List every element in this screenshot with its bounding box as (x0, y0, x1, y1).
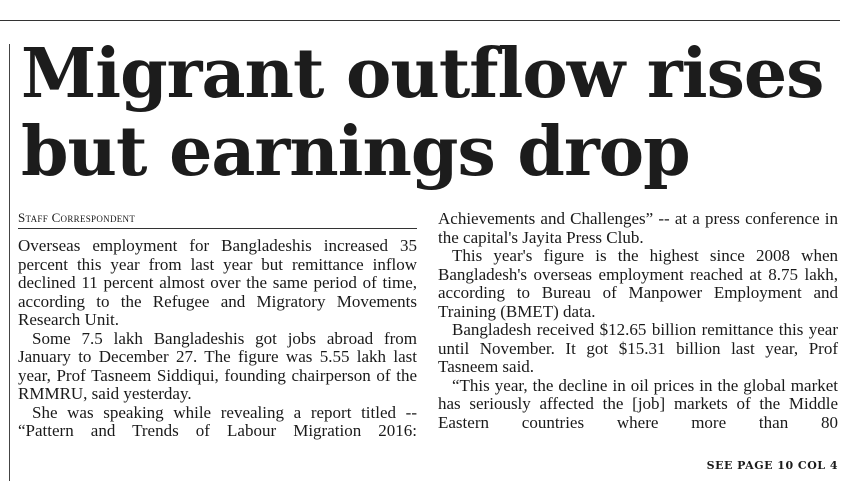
article-column-right (438, 210, 838, 432)
column-rule (9, 44, 10, 481)
headline-line-2: but earnings drop (21, 112, 690, 192)
paragraph: Bangladesh received $12.65 billion remittance this year until November. It got $15.31 billion last year, Prof Tasneem said. (438, 320, 838, 376)
article-column-left (18, 210, 417, 441)
paragraph: Achievements and Challenges” -- at a press conference in the capital's Jayita Press Club. (438, 209, 838, 247)
headline (21, 35, 841, 191)
paragraph: This year's figure is the highest since 2008 when Bangladesh's overseas employment reached at 8.75 lakh, according to Bureau of Manpower Employment and Training (BMET) data. (438, 246, 838, 321)
byline-text: Staff Correspondent (18, 210, 136, 225)
paragraph: “This year, the decline in oil prices in the global market has seriously affected the [job] markets of the Middle Eastern countries where more than 80 (438, 375, 838, 432)
paragraph: Overseas employment for Bangladeshis increased 35 percent this year from last year but remittance inflow declined 11 percent almost over the same period of time, according to the Refugee and Migratory Movements Research Unit. (18, 236, 417, 329)
top-rule (0, 20, 840, 21)
headline-line-1: Migrant outflow rises (21, 34, 824, 114)
paragraph: She was speaking while revealing a report titled -- “Pattern and Trends of Labour Migration 2016: (18, 402, 417, 440)
continuation-jump-line[interactable]: SEE PAGE 10 COL 4 (706, 459, 838, 472)
byline (18, 210, 417, 229)
paragraph: Some 7.5 lakh Bangladeshis got jobs abroad from January to December 27. The figure was 5.55 lakh last year, Prof Tasneem Siddiqui, founding chairperson of the RMMRU, said yesterday. (18, 328, 417, 403)
